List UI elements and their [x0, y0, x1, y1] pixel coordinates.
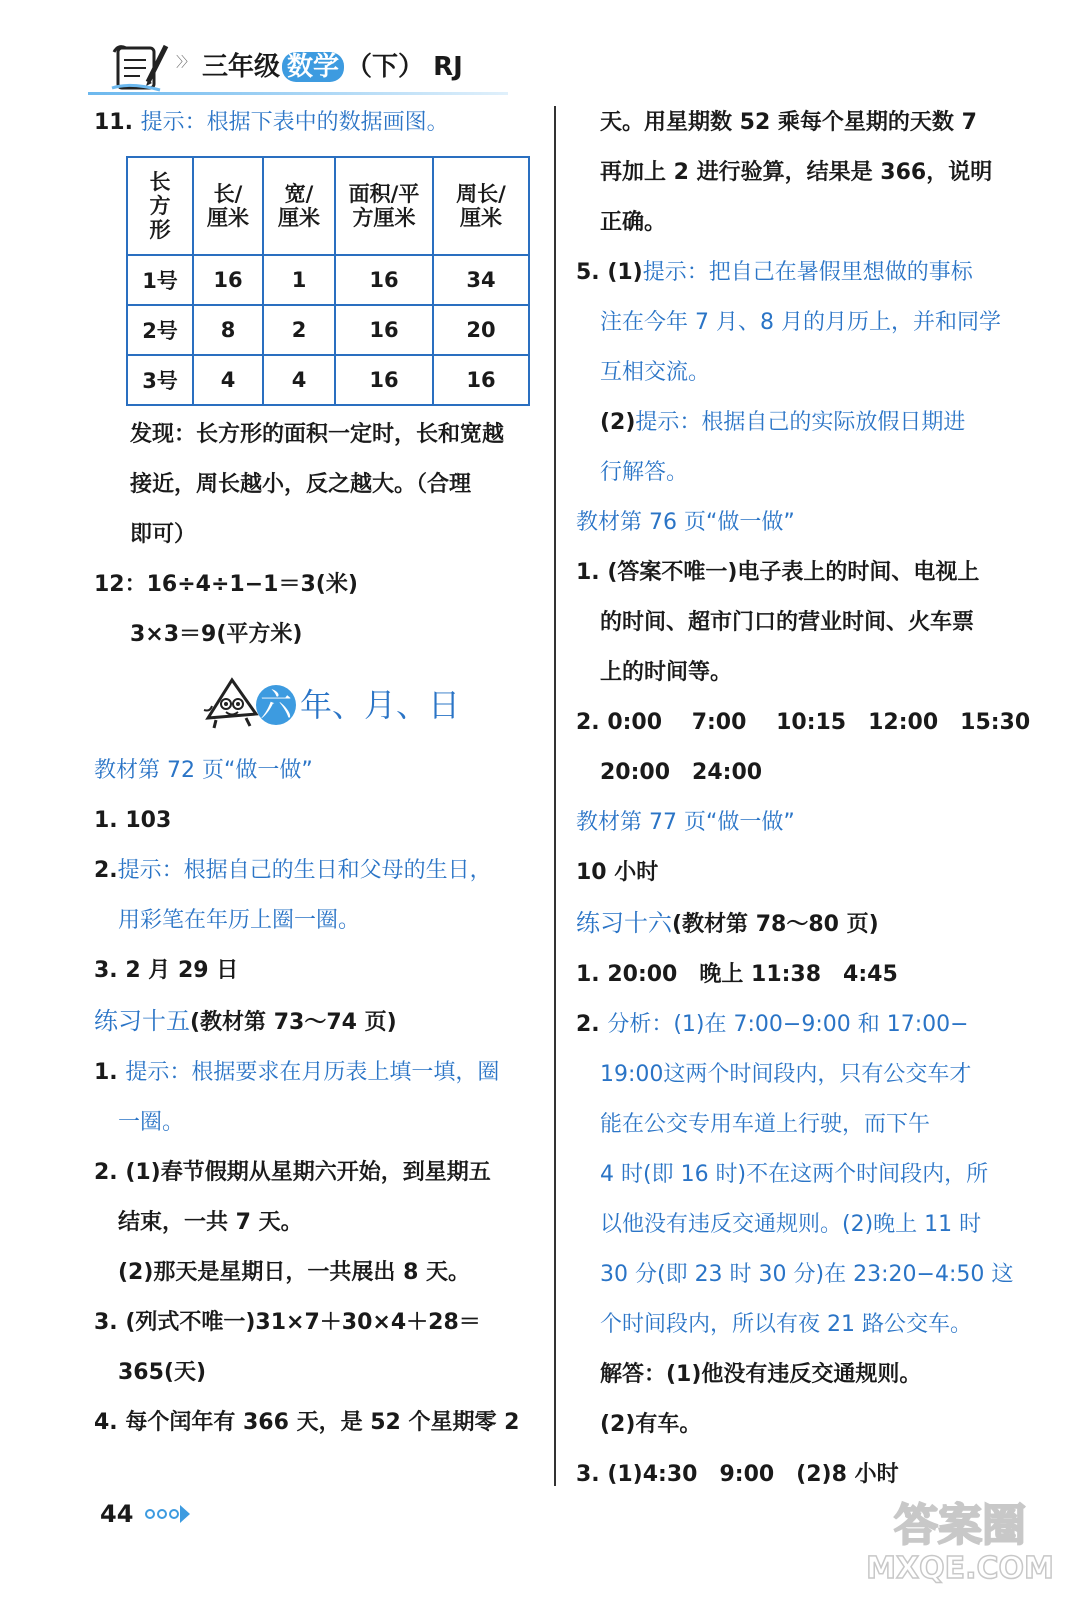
watermark-line-1: 答案圈: [894, 1500, 1026, 1551]
table-header-cell: 面积/平 方厘米: [335, 157, 433, 255]
ex15-2-line-1: 2. (1)春节假期从星期六开始，到星期五: [94, 1160, 491, 1185]
ex16-1: 1. 20:00 晚上 11:38 4:45: [576, 962, 898, 987]
section-heading-72: 教材第 72 页“做一做”: [94, 758, 313, 783]
ex15-5-2-line-1: (2)提示：根据自己的实际放假日期进: [600, 410, 966, 435]
table-cell: 2: [263, 305, 335, 355]
ex16-2-line-4: 4 时(即 16 时)不在这两个时间段内，所: [600, 1162, 989, 1187]
table-header-cell: 长/ 厘米: [193, 157, 263, 255]
s76-2-line-1: 2. 0:00 7:00 10:15 12:00 15:30: [576, 710, 1031, 735]
table-cell: 16: [433, 355, 529, 405]
page-number: 44: [100, 1500, 134, 1528]
finding-line-2: 接近，周长越小，反之越大。（合理: [130, 472, 472, 497]
ex15-1-line-1: 1. 提示：根据要求在月历表上填一填，圈: [94, 1060, 500, 1085]
table-cell: 1号: [127, 255, 193, 305]
ex16-2-line-1: 2. 分析：(1)在 7:00−9:00 和 17:00−: [576, 1012, 969, 1037]
table-cell: 16: [335, 305, 433, 355]
chapter-title-text: 年、月、日: [300, 686, 461, 724]
table-cell: 20: [433, 305, 529, 355]
s77-answer: 10 小时: [576, 860, 659, 885]
ex16-2-line-5: 以他没有违反交通规则。(2)晚上 11 时: [600, 1212, 982, 1237]
column-divider: [554, 106, 556, 1486]
table-row: [127, 305, 529, 355]
q11-number: 11.: [94, 110, 133, 135]
table-header-cell: 周长/ 厘米: [433, 157, 529, 255]
q12-line-1: 12：16÷4÷1−1＝3(米): [94, 572, 358, 597]
q12-line-2: 3×3＝9(平方米): [130, 622, 303, 647]
ex16-2-line-7: 个时间段内，所以有夜 21 路公交车。: [600, 1312, 972, 1337]
ex15-4-line-3: 再加上 2 进行验算，结果是 366，说明: [600, 160, 993, 185]
ex15-3-line-2: 365(天): [118, 1360, 207, 1385]
table-cell: 4: [263, 355, 335, 405]
chapter-title: [256, 680, 460, 726]
table-cell: 8: [193, 305, 263, 355]
ex16-2-line-6: 30 分(即 23 时 30 分)在 23:20−4:50 这: [600, 1262, 1014, 1287]
finding-line-3: 即可）: [130, 522, 197, 547]
table-row: [127, 255, 529, 305]
ex15-2-line-3: (2)那天是星期日，一共展出 8 天。: [118, 1260, 471, 1285]
table-header-cell: 宽/ 厘米: [263, 157, 335, 255]
page-header: [88, 34, 508, 94]
table-cell: 4: [193, 355, 263, 405]
chapter-number-badge: 六: [256, 685, 296, 725]
exercise-16-heading: 练习十六(教材第 78～80 页): [576, 909, 879, 937]
table-row: [127, 355, 529, 405]
table-cell: 34: [433, 255, 529, 305]
finding-line-1: 发现：长方形的面积一定时，长和宽越: [130, 422, 505, 447]
rectangle-table: [126, 156, 530, 406]
ex16-3: 3. (1)4:30 9:00 (2)8 小时: [576, 1462, 899, 1487]
table-header-cell: 长 方 形: [127, 157, 193, 255]
table-cell: 3号: [127, 355, 193, 405]
ex15-4-line-1: 4. 每个闰年有 366 天，是 52 个星期零 2: [94, 1410, 520, 1435]
s76-1-line-1: 1. (答案不唯一)电子表上的时间、电视上: [576, 560, 980, 585]
table-cell: 1: [263, 255, 335, 305]
s76-1-line-2: 的时间、超市门口的营业时间、火车票: [600, 610, 975, 635]
ex16-2-answer-2: (2)有车。: [600, 1412, 702, 1437]
answer-2-line-1: 2.提示：根据自己的生日和父母的生日，: [94, 858, 492, 883]
ex16-2-line-2: 19:00这两个时间段内，只有公交车才: [600, 1062, 972, 1087]
watermark-logo: [860, 1488, 1060, 1588]
q11-line: [94, 98, 534, 148]
cartoon-mascot-icon: [202, 674, 260, 730]
header-arrows: 〉〉: [176, 55, 193, 71]
ex15-5-2-line-2: 行解答。: [600, 460, 689, 485]
ex15-2-line-2: 结束，一共 7 天。: [118, 1210, 303, 1235]
ex16-2-line-3: 能在公交专用车道上行驶，而下午: [600, 1112, 931, 1137]
table-cell: 16: [193, 255, 263, 305]
notebook-pen-icon: [110, 38, 170, 94]
s76-1-line-3: 上的时间等。: [600, 660, 733, 685]
header-title: [202, 46, 463, 83]
header-edition: RJ: [433, 52, 463, 82]
left-column: [94, 98, 534, 1448]
header-underline: [88, 92, 508, 95]
answer-1: 1. 103: [94, 808, 172, 833]
ex15-4-line-4: 正确。: [600, 210, 667, 235]
header-term: （下）: [346, 52, 425, 82]
ex15-3-line-1: 3. (列式不唯一)31×7＋30×4＋28＝: [94, 1310, 481, 1335]
right-column: [576, 98, 1031, 1500]
table-cell: 2号: [127, 305, 193, 355]
exercise-15-heading: 练习十五(教材第 73～74 页): [94, 1007, 397, 1035]
ex16-2-answer-1: 解答：(1)他没有违反交通规则。: [600, 1362, 922, 1387]
page-number-decoration-icon: [142, 1503, 192, 1525]
header-subject: 数学: [282, 52, 344, 82]
table-cell: 16: [335, 355, 433, 405]
section-heading-76: 教材第 76 页“做一做”: [576, 510, 795, 535]
ex15-4-line-2: 天。用星期数 52 乘每个星期的天数 7: [600, 110, 977, 135]
watermark-line-2: MXQE.COM: [866, 1551, 1054, 1586]
ex15-5-line-1: 5. (1)提示：把自己在暑假里想做的事标: [576, 260, 973, 285]
s76-2-line-2: 20:00 24:00: [600, 760, 763, 785]
ex15-5-line-2: 注在今年 7 月、8 月的月历上，并和同学: [600, 310, 1001, 335]
q11-hint: 提示：根据下表中的数据画图。: [140, 110, 449, 135]
answer-2-line-2: 用彩笔在年历上圈一圈。: [118, 908, 361, 933]
chapter-heading: [94, 668, 534, 742]
ex15-1-line-2: 一圈。: [118, 1110, 185, 1135]
header-grade: 三年级: [202, 52, 281, 82]
table-cell: 16: [335, 255, 433, 305]
answer-3: 3. 2 月 29 日: [94, 958, 239, 983]
section-heading-77: 教材第 77 页“做一做”: [576, 810, 795, 835]
table-header-row: [127, 157, 529, 255]
ex15-5-line-3: 互相交流。: [600, 360, 711, 385]
